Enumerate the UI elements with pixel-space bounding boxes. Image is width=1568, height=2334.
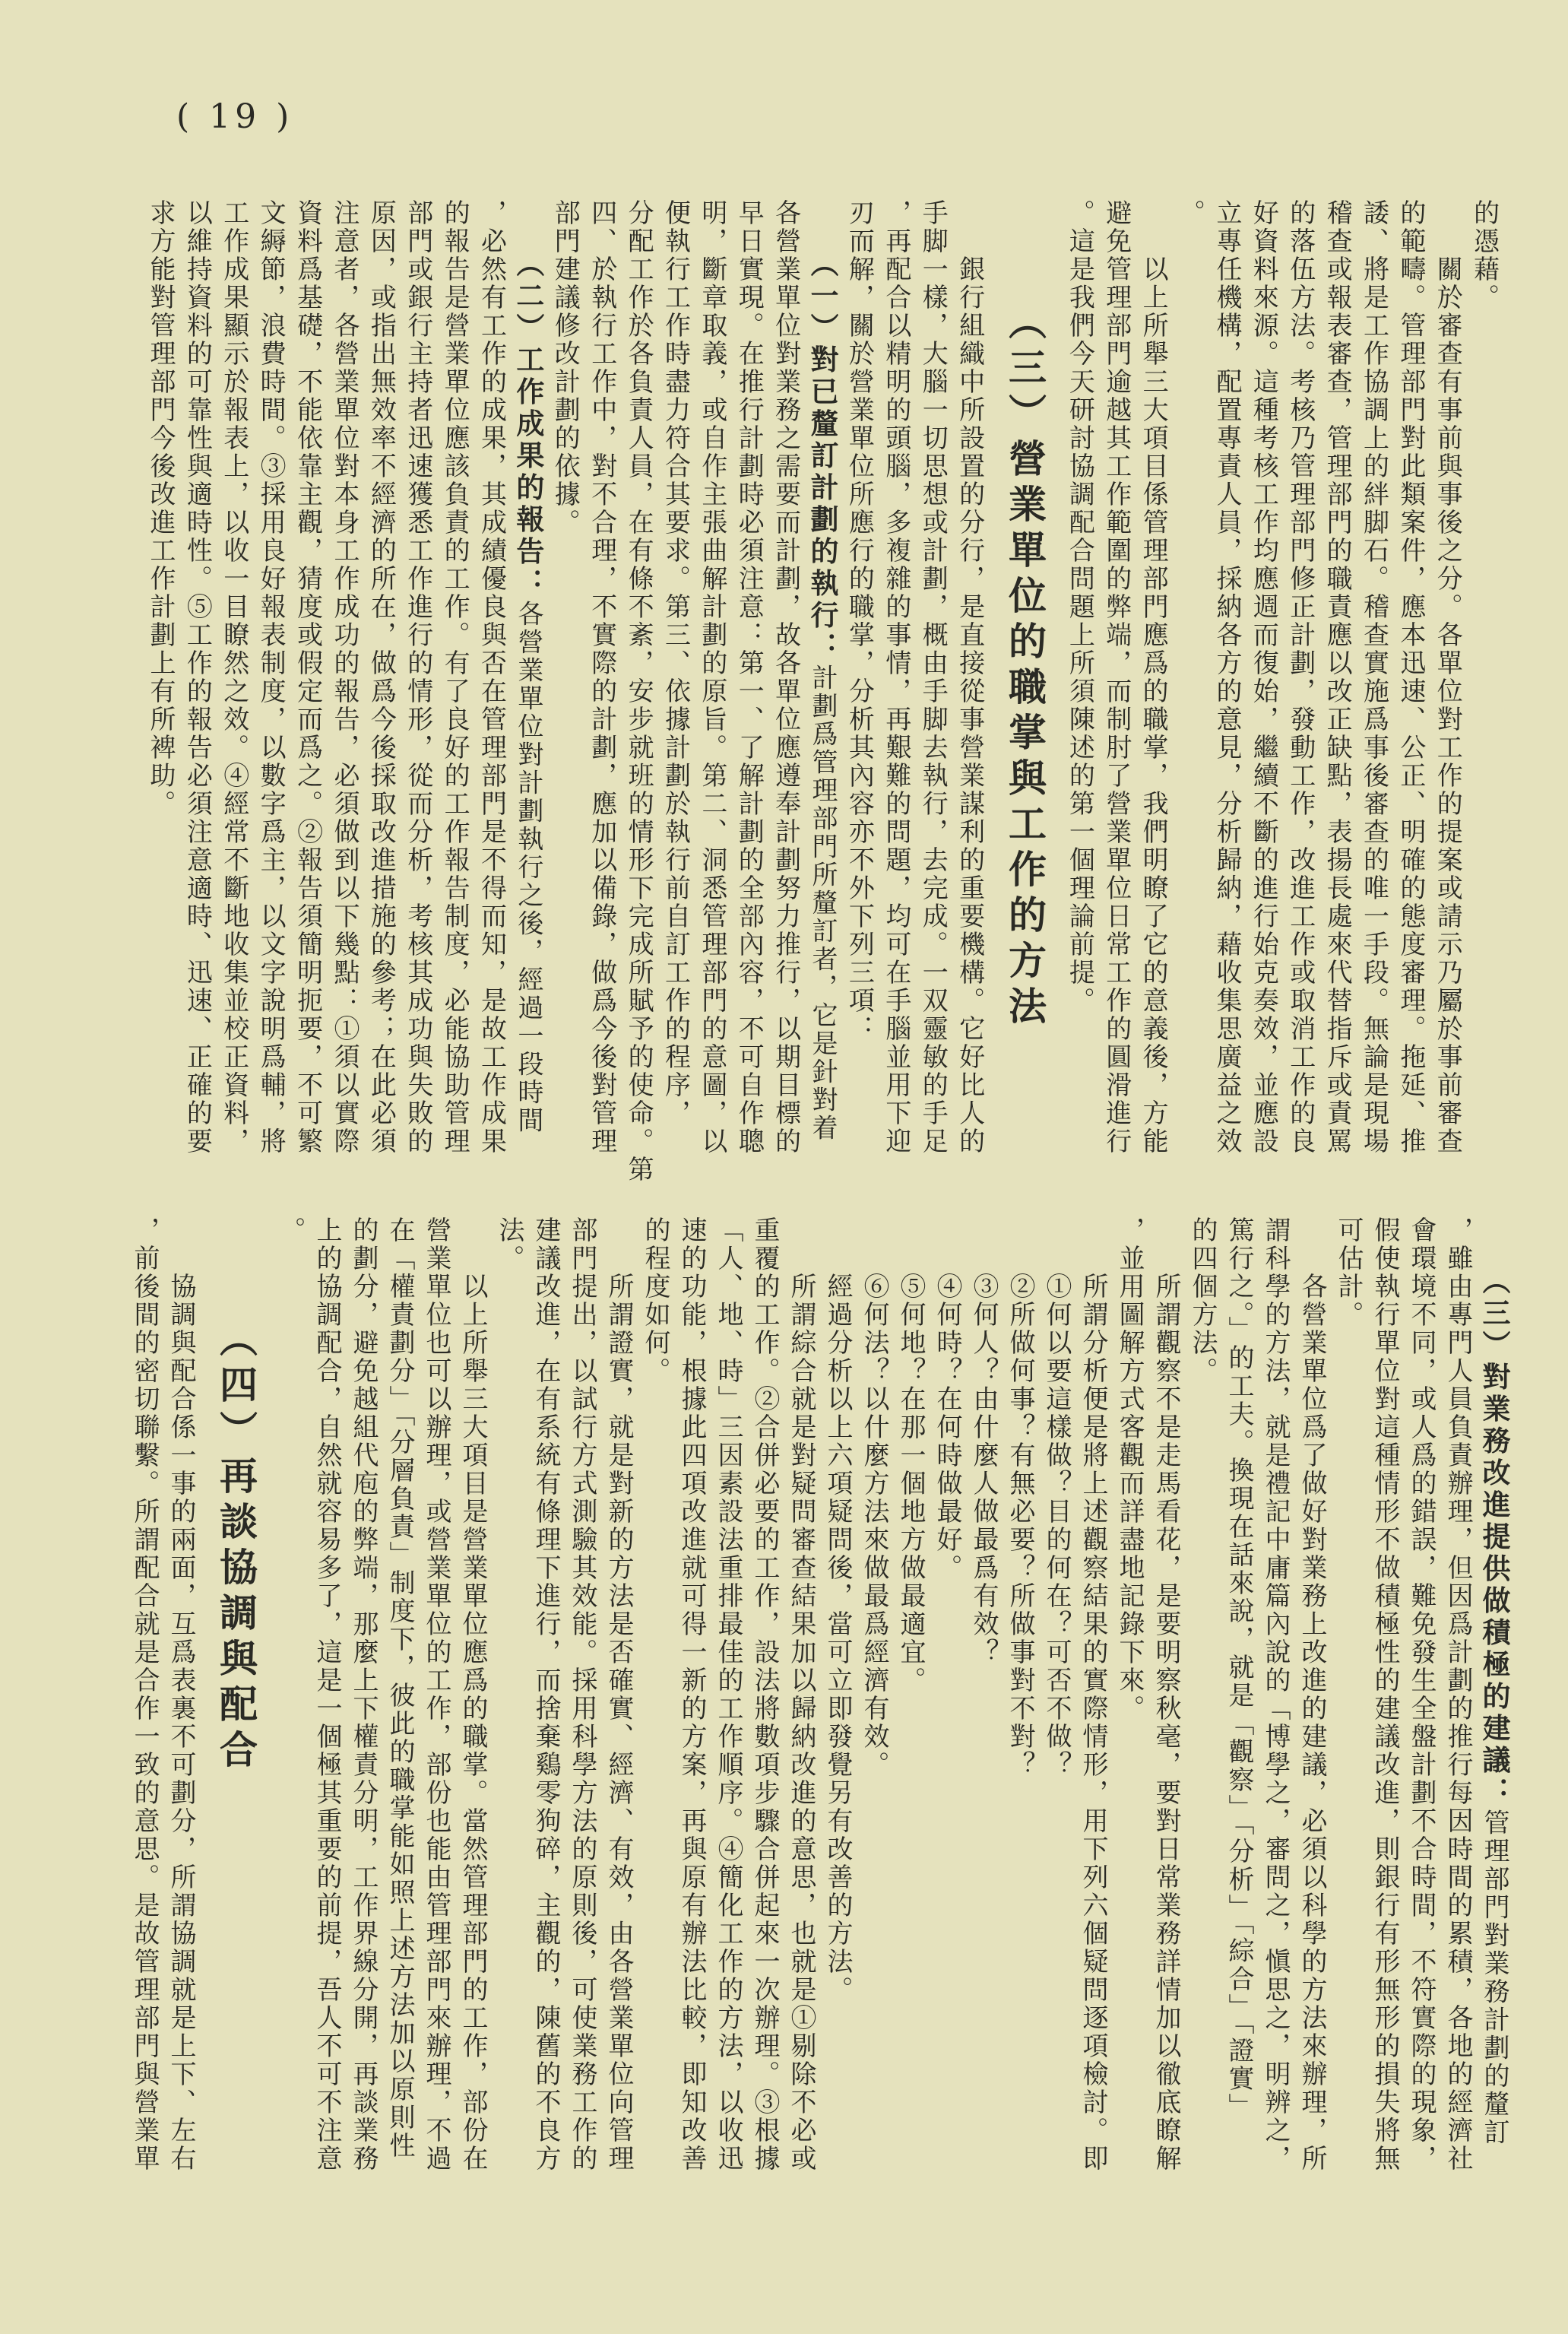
text-column	[1221, 1216, 1257, 2197]
column-text: 稽查或報表審查，管理部門的職責應以改正缺點，表揚長處來代替指斥或責罵	[1322, 199, 1353, 1156]
text-column	[474, 199, 510, 1188]
column-text: 刃而解，關於營業單位所應行的職掌，分析其內容亦不外下列三項：	[844, 199, 875, 1043]
page-number: ( 19 )	[176, 97, 294, 136]
section-heading	[988, 199, 1061, 1188]
column-text: 篤行之。」的工夫。換現在話來說，就是「觀察」「分析」「綜合」「證實」	[1224, 1216, 1254, 2121]
column-text: 手脚一樣，大腦一切思想或計劃，概由手脚去執行，去完成。一双靈敏的手足	[917, 199, 949, 1156]
column-text: ④何時？在何時做最好。	[932, 1216, 962, 1582]
column-text: 上的協調配合，自然就容易多了，這是一個極其重要的前提，吾人不可不注意	[312, 1216, 342, 2173]
text-column	[1148, 1216, 1184, 2197]
column-text: 部門建議修改計劃的依據。	[550, 199, 581, 537]
text-column	[1075, 1216, 1111, 2197]
column-text: 速的功能，根據此四項改進就可得一新的方案，再與原有辦法比較，即知改善	[676, 1216, 707, 2173]
column-text: 以上所舉三大項目是營業單位應爲的職掌。當然管理部門的工作，部份在	[458, 1216, 488, 2173]
column-text: 所謂分析便是將上述觀察結果的實際情形，用下列六個疑問逐項檢討。即	[1078, 1216, 1108, 2173]
column-text: 營業單位也可以辦理，或營業單位的工作，部份也能由管理部門來辦理，不過	[421, 1216, 451, 2173]
text-column	[436, 199, 473, 1188]
column-text: 工作成果顯示於報表上，以收一目瞭然之效。④經常不斷地收集並校正資料，	[218, 199, 249, 1156]
column-text: 各營業單位對計劃執行之後，經過一段時間	[512, 600, 543, 1135]
column-text: ③何人？由什麼人做最爲有效？	[968, 1216, 999, 1666]
text-column	[126, 1216, 163, 2197]
text-column	[1356, 199, 1392, 1188]
column-text: 諉、將是工作協調上的絆脚石。稽查實施爲事後審查的唯一手段。無論是現場	[1358, 199, 1389, 1156]
text-column	[363, 199, 399, 1188]
text-column	[600, 1216, 637, 2197]
column-text: 會環境不同，或人爲的錯誤，難免發生全盤計劃不合時間，不符實際的現象，	[1406, 1216, 1437, 2173]
column-text: ，必然有工作的成果，其成績優良與否在管理部門是不得而知，是故工作成果	[476, 199, 507, 1156]
column-text: 計劃爲管理部門所釐訂者，它是針對着	[807, 664, 838, 1143]
text-column	[455, 1216, 491, 2197]
column-text: 。	[275, 1216, 306, 1245]
text-column	[1184, 1216, 1221, 2197]
section-heading	[199, 1216, 272, 2197]
text-column	[510, 199, 546, 1188]
text-column	[929, 1216, 965, 2197]
column-text: ，雖由專門人員負責辦理，但因爲計劃的推行每因時間的累積，各地的經濟社	[1443, 1216, 1473, 2173]
text-column	[1002, 1216, 1038, 2197]
text-column	[1098, 199, 1135, 1188]
text-column	[1392, 199, 1429, 1188]
column-text: ⑤何地？在那一個地方做最適宜。	[895, 1216, 926, 1695]
text-column	[1208, 199, 1245, 1188]
column-text: ②所做何事？有無必要？所做事對不對？	[1005, 1216, 1035, 1779]
column-text: 法。	[494, 1216, 524, 1273]
text-column	[1476, 1216, 1513, 2197]
column-text: ，前後間的密切聯繫。所謂配合就是合作一致的意思。是故管理部門與營業單	[129, 1216, 160, 2173]
column-text: 協調與配合係一事的兩面，互爲表裏不可劃分，所謂協調就是上下、左右	[166, 1216, 196, 2173]
text-column	[768, 199, 804, 1188]
column-text: 各營業單位爲了做好對業務上改進的建議，必須以科學的方法來辦理，所	[1297, 1216, 1327, 2173]
subsection-heading: （三）對業務改進提供做積極的建議：	[1478, 1216, 1511, 1809]
column-text: 謂科學的方法，就是禮記中庸篇內說的「博學之，審問之，愼思之，明辨之，	[1260, 1216, 1291, 2173]
column-text: 假使執行單位對這種情形不做積極性的建議改進，則銀行有形無形的損失將無	[1370, 1216, 1400, 2173]
text-column	[1245, 199, 1281, 1188]
column-text: 的範疇。管理部門對此類案件，應本迅速、公正、明確的態度審理。拖延、推	[1395, 199, 1426, 1156]
text-column	[637, 1216, 673, 2197]
text-column	[491, 1216, 527, 2197]
text-column	[1440, 1216, 1476, 2197]
column-text: 分配工作於各負責人員，在有條不紊，安步就班的情形下完成所賦予的使命。第	[623, 199, 654, 1184]
text-column	[1111, 1216, 1148, 2197]
text-column	[673, 1216, 710, 2197]
column-text: 各營業單位對業務之需要而計劃，故各單位應遵奉計劃努力推行，以期目標的	[770, 199, 801, 1156]
text-column	[804, 199, 841, 1188]
column-text: 資料爲基礎，不能依靠主觀，猜度或假定而爲之。②報告須簡明扼要，不可繁	[292, 199, 323, 1156]
heading-text: （四）再談協調與配合	[214, 1319, 258, 1775]
text-column	[252, 199, 289, 1188]
column-text: 注意者，各營業單位對本身工作成功的報告，必須做到以下幾點：①須以實際	[328, 199, 360, 1156]
column-text: 求方能對管理部門今後改進工作計劃上有所裨助。	[145, 199, 176, 818]
column-text: 在「權責劃分」「分層負責」制度下，彼此的職掌能如照上述方法加以原則性	[385, 1216, 415, 2160]
text-column	[1257, 1216, 1294, 2197]
text-column	[382, 1216, 418, 2197]
column-text: 的程度如何。	[640, 1216, 670, 1385]
column-text: 的憑藉。	[1468, 199, 1500, 312]
text-column	[965, 1216, 1002, 2197]
column-text: 關於審查有事前與事後之分。各單位對工作的提案或請示乃屬於事前審查	[1432, 199, 1463, 1156]
column-text: 的劃分，避免越組代庖的弊端，那麼上下權責分明，工作界線分開，再談業務	[348, 1216, 379, 2173]
column-text: 重覆的工作。②合併必要的工作，設法將數項步驟合併起來一次辦理。③根據	[749, 1216, 780, 2173]
upper-text-block	[142, 199, 1503, 1188]
column-text: 「人、地、時」三因素設法重排最佳的工作順序。④簡化工作的方法，以收迅	[713, 1216, 743, 2173]
text-column	[620, 199, 657, 1188]
text-column	[418, 1216, 455, 2197]
column-text: 以上所舉三大項目係管理部門應爲的職掌，我們明瞭了它的意義後，方能	[1138, 199, 1169, 1156]
text-column	[527, 1216, 564, 2197]
column-text: 以維持資料的可靠性與適時性。⑤工作的報告必須注意適時、迅速、正確的要	[182, 199, 213, 1156]
column-text: 早日實現。在推行計劃時必須注意：第一、了解計劃的全部內容，不可自作聰	[733, 199, 765, 1156]
column-text: 部門提出，以試行方式測驗其效能。採用科學方法的原則後，可使業務工作的	[567, 1216, 597, 2173]
column-text: 所謂觀察不是走馬看花，是要明察秋毫，要對日常業務詳情加以徹底瞭解	[1151, 1216, 1181, 2173]
text-column	[841, 199, 877, 1188]
text-column	[584, 199, 620, 1188]
text-column	[783, 1216, 819, 2197]
text-column	[657, 199, 693, 1188]
text-column	[1061, 199, 1098, 1188]
text-column	[326, 199, 363, 1188]
text-column	[179, 199, 215, 1188]
column-text: 銀行組織中所設置的分行，是直接從事營業謀利的重要機構。它好比人的	[954, 199, 985, 1156]
text-column	[290, 199, 326, 1188]
text-column	[546, 199, 583, 1188]
subsection-heading: （二）工作成果的報告：	[511, 199, 545, 601]
text-column	[1429, 199, 1465, 1188]
text-column	[400, 199, 436, 1188]
text-column	[1319, 199, 1355, 1188]
text-column	[216, 199, 252, 1188]
text-column	[272, 1216, 309, 2197]
text-column	[345, 1216, 382, 2197]
column-text: 原因，或指出無效率不經濟的所在，做爲今後採取改進措施的參考；在此必須	[366, 199, 397, 1156]
text-column	[309, 1216, 345, 2197]
text-column	[1038, 1216, 1075, 2197]
column-text: 立專任機構，配置專責人員，採納各方的意見，分析歸納，藉收集思廣益之效	[1211, 199, 1242, 1156]
text-column	[1403, 1216, 1440, 2197]
column-text: 可估計。	[1333, 1216, 1364, 1329]
column-text: 建議改進，在有系統有條理下進行，而捨棄鷄零狗碎，主觀的，陳舊的不良方	[531, 1216, 561, 2173]
text-column	[819, 1216, 856, 2197]
column-text: 明，斷章取義，或自作主張曲解計劃的原旨。第二、洞悉管理部門的意圖，以	[696, 199, 727, 1156]
text-column	[564, 1216, 600, 2197]
text-column	[856, 1216, 892, 2197]
column-text: ，並用圖解方式客觀而詳盡地記錄下來。	[1114, 1216, 1145, 1723]
text-column	[952, 199, 988, 1188]
column-text: 的報告是營業單位應該負責的工作。有了良好的工作報告制度，必能協助管理	[439, 199, 470, 1156]
column-text: 。這是我們今天研討協調配合問題上所須陳述的第一個理論前提。	[1064, 199, 1095, 1015]
column-text: 好資料來源。這種考核工作均應週而復始，繼續不斷的進行始克奏效，並應設	[1248, 199, 1279, 1156]
column-text: 經過分析以上六項疑問後，當可立即發覺另有改善的方法。	[822, 1216, 853, 2004]
text-column	[1172, 199, 1208, 1188]
text-column	[694, 199, 730, 1188]
text-column	[878, 199, 914, 1188]
text-column	[1135, 199, 1171, 1188]
column-text: 部門或銀行主持者迅速獲悉工作進行的情形，從而分析，考核其成功與失敗的	[402, 199, 433, 1156]
text-column	[142, 199, 179, 1188]
column-text: 的落伍方法。考核乃管理部門修正計劃，發動工作，改進工作或取消工作的良	[1284, 199, 1316, 1156]
column-text: 的四個方法。	[1187, 1216, 1218, 1385]
subsection-heading: （一）對已釐訂計劃的執行：	[806, 199, 840, 664]
column-text: 文縟節，浪費時間。③採用良好報表制度，以數字爲主，以文字說明爲輔，將	[255, 199, 287, 1156]
text-column	[710, 1216, 746, 2197]
column-text: 避免管理部門逾越其工作範圍的弊端，而制肘了營業單位日常工作的圓滑進行	[1101, 199, 1132, 1156]
text-column	[746, 1216, 783, 2197]
text-column	[1330, 1216, 1367, 2197]
column-text: 管理部門對業務計劃的釐訂	[1479, 1809, 1509, 2147]
column-text: ⑥何法？以什麼方法來做最爲經濟有效。	[859, 1216, 889, 1779]
column-text: ，再配合以精明的頭腦，多複雜的事情，再艱難的問題，均可在手腦並用下迎	[880, 199, 911, 1156]
column-text: 所謂綜合就是對疑問審查結果加以歸納改進的意思，也就是①剔除不必或	[786, 1216, 816, 2173]
column-text: 所謂證實，就是對新的方法是否確實、經濟、有效，由各營業單位向管理	[603, 1216, 634, 2173]
column-text: 四、於執行工作中，對不合理，不實際的計劃，應加以備錄，做爲今後對管理	[586, 199, 617, 1156]
heading-text: （三）營業單位的職掌與工作的方法	[1002, 302, 1047, 1032]
lower-text-block	[129, 1216, 1513, 2197]
text-column	[730, 199, 767, 1188]
text-column	[914, 199, 951, 1188]
column-text: 。	[1174, 199, 1205, 227]
text-column	[1294, 1216, 1330, 2197]
column-text: ①何以要這樣做？目的何在？可否不做？	[1041, 1216, 1072, 1779]
text-column	[1367, 1216, 1403, 2197]
text-column	[892, 1216, 929, 2197]
text-column	[163, 1216, 199, 2197]
text-column	[1282, 199, 1319, 1188]
column-text: 便執行工作時盡力符合其要求。第三、依據計劃於執行前自訂工作的程序，	[660, 199, 691, 1127]
text-column	[1466, 199, 1503, 1188]
